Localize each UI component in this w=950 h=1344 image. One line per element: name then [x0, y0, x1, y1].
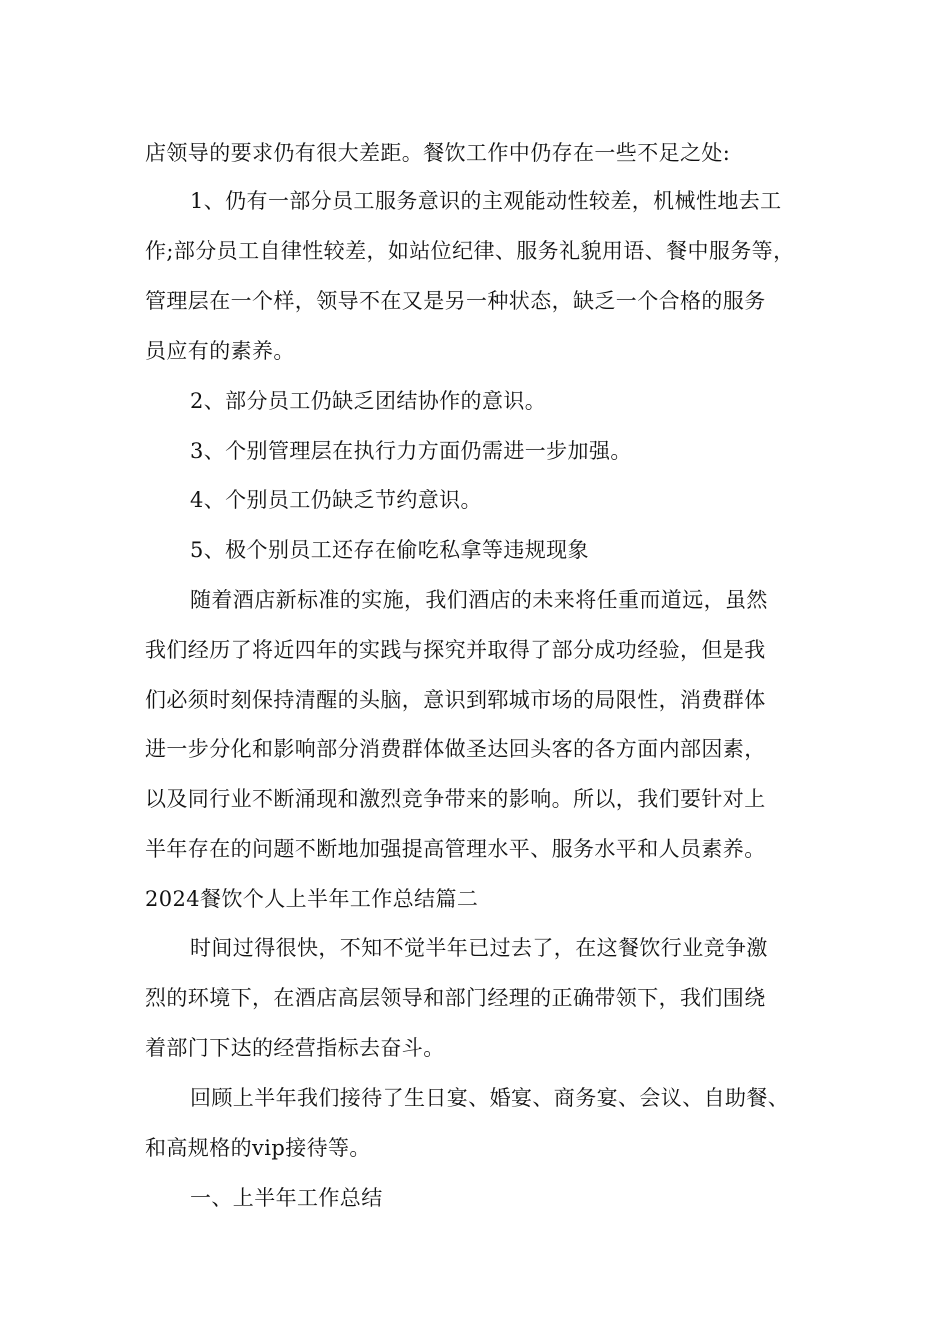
paragraph-start: 随着酒店新标准的实施，我们酒店的未来将任重而道远，虽然 — [190, 588, 768, 612]
paragraph-start: 时间过得很快，不知不觉半年已过去了，在这餐饮行业竞争激 — [190, 936, 768, 960]
text-line: 以及同行业不断涌现和激烈竞争带来的影响。所以，我们要针对上 — [145, 787, 766, 811]
text-line: 店领导的要求仍有很大差距。餐饮工作中仍存在一些不足之处: — [145, 141, 731, 165]
list-item-2: 2、部分员工仍缺乏团结协作的意识。 — [190, 389, 547, 413]
text-line: 烈的环境下，在酒店高层领导和部门经理的正确带领下，我们围绕 — [145, 986, 766, 1010]
text-line: 我们经历了将近四年的实践与探究并取得了部分成功经验，但是我 — [145, 638, 766, 662]
list-item-1: 1、仍有一部分员工服务意识的主观能动性较差，机械性地去工 — [190, 189, 782, 213]
paragraph-start: 回顾上半年我们接待了生日宴、婚宴、商务宴、会议、自助餐、 — [190, 1086, 790, 1110]
section-title: 2024餐饮个人上半年工作总结篇二 — [145, 887, 479, 911]
list-item-5: 5、极个别员工还存在偷吃私拿等违规现象 — [190, 538, 589, 562]
text-line: 着部门下达的经营指标去奋斗。 — [145, 1036, 445, 1060]
list-item-3: 3、个别管理层在执行力方面仍需进一步加强。 — [190, 439, 632, 463]
section-heading: 一、上半年工作总结 — [190, 1186, 383, 1210]
text-line: 进一步分化和影响部分消费群体做圣达回头客的各方面内部因素， — [145, 737, 766, 761]
text-line: 半年存在的问题不断地加强提高管理水平、服务水平和人员素养。 — [145, 837, 766, 861]
text-line: 们必须时刻保持清醒的头脑，意识到郓城市场的局限性，消费群体 — [145, 688, 766, 712]
list-item-4: 4、个别员工仍缺乏节约意识。 — [190, 488, 482, 512]
text-line: 员应有的素养。 — [145, 339, 295, 363]
text-line: 作;部分员工自律性较差，如站位纪律、服务礼貌用语、餐中服务等， — [145, 239, 795, 263]
text-line: 和高规格的vip接待等。 — [145, 1136, 371, 1160]
text-line: 管理层在一个样，领导不在又是另一种状态，缺乏一个合格的服务 — [145, 289, 766, 313]
